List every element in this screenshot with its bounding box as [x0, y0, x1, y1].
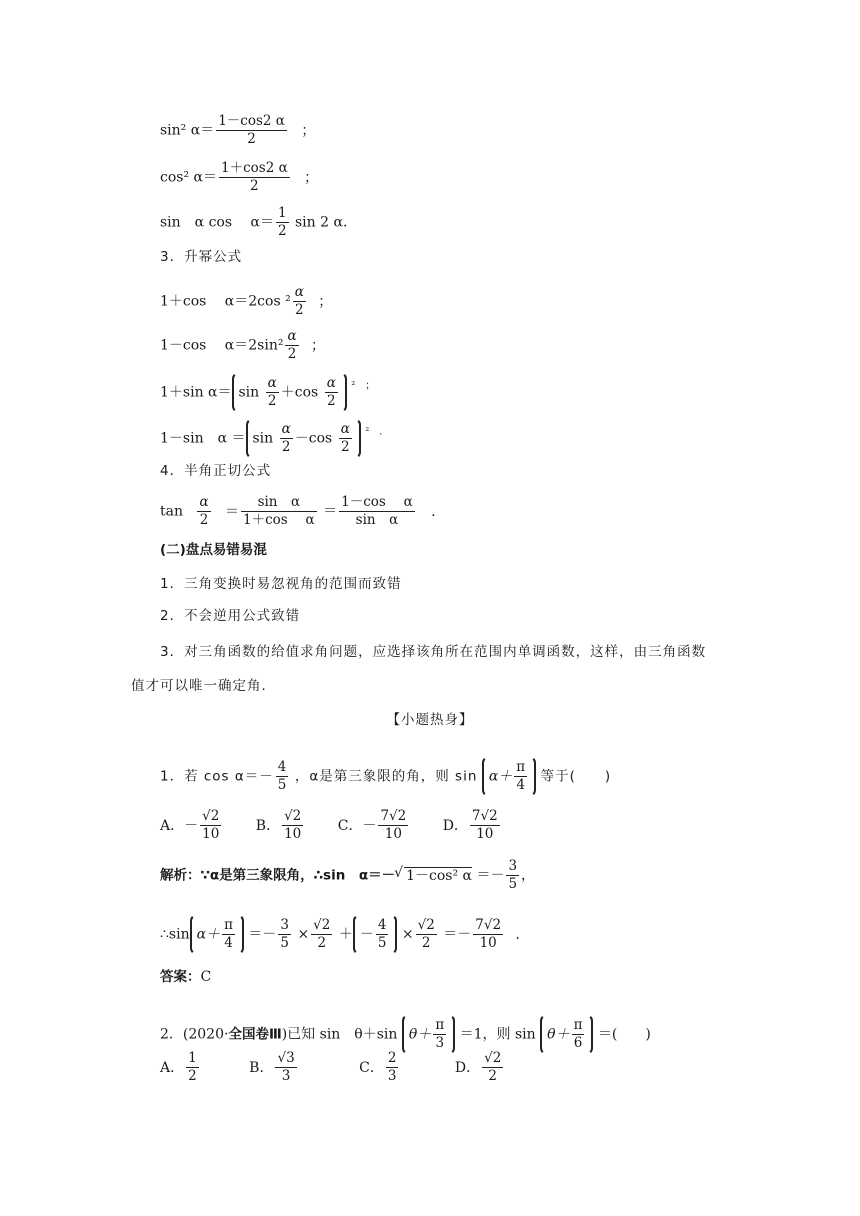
punct: ； [301, 122, 316, 139]
fraction [416, 917, 437, 952]
denominator: 10 [284, 826, 302, 842]
parenthesis-group [353, 914, 398, 955]
denominator: 2 [250, 178, 259, 194]
angle-term: α＋ [196, 926, 221, 943]
formula-1-plus-cos [160, 284, 332, 319]
question-1 [160, 756, 611, 797]
numerator: 2 [387, 1050, 397, 1066]
denominator: 5 [508, 876, 518, 892]
denominator: 2 [340, 439, 350, 455]
equals: ＝ [225, 503, 240, 520]
fraction [275, 1050, 296, 1085]
formula-half-angle-tan [160, 494, 445, 529]
formula-lhs: sin α cos α＝ [160, 214, 274, 231]
punct: ； [304, 169, 319, 186]
formula-lhs: sin² α＝ [160, 122, 215, 139]
question-text: ＝1，则 sin [459, 1026, 536, 1043]
parenthesis-group [246, 418, 361, 459]
equals: ＝－ [443, 926, 472, 943]
denominator: 2 [188, 1068, 197, 1084]
numerator: √2 [484, 1050, 502, 1066]
numerator: 3 [280, 917, 289, 933]
fraction [325, 375, 338, 410]
fraction [285, 328, 298, 363]
numerator: α [199, 494, 209, 510]
option-label: C． [359, 1059, 384, 1076]
option-label: C．－ [337, 817, 377, 834]
question-2-options [160, 1050, 505, 1085]
fraction [280, 421, 293, 456]
answer-value: C [200, 969, 212, 985]
denominator: 2 [294, 302, 304, 318]
exponent-punct: ² ． [365, 426, 390, 438]
angle-term: θ＋ [547, 1026, 570, 1043]
denominator: 2 [247, 131, 256, 147]
denominator: 2 [317, 935, 327, 951]
parenthesis-group [540, 1014, 593, 1055]
question-1-options [160, 808, 502, 843]
fraction [376, 917, 389, 952]
plus: ＋ [338, 926, 353, 943]
numerator: α [287, 328, 297, 344]
fraction [378, 808, 408, 843]
option-c[interactable] [337, 808, 411, 842]
denominator: 2 [287, 346, 297, 362]
numerator: 1 [188, 1050, 197, 1066]
option-a[interactable] [160, 808, 223, 842]
option-c[interactable] [359, 1050, 400, 1084]
fraction [222, 917, 235, 952]
fraction [433, 1017, 446, 1052]
denominator: 10 [476, 826, 494, 842]
formula-lhs: 1－sin α ＝ [160, 430, 246, 447]
denominator: 2 [277, 223, 287, 239]
option-d[interactable] [454, 1050, 505, 1084]
punct: ； [311, 337, 326, 354]
denominator: 4 [224, 935, 233, 951]
solution-line-2 [160, 914, 530, 955]
option-label: D． [442, 817, 468, 834]
parenthesis-group [482, 756, 536, 797]
denominator: 5 [277, 777, 287, 793]
exponent-punct: ² ； [351, 380, 376, 392]
denominator: 2 [199, 512, 209, 528]
equals: ＝－ [476, 867, 505, 884]
sin-term: sin [252, 430, 274, 447]
denominator: 1＋cos α [243, 512, 315, 528]
heading-power-up-formula: 3．升幂公式 [160, 249, 243, 265]
error-item-3-line-1: 3．对三角函数的给值求角问题，应选择该角所在范围内单调函数，这样，由三角函数 [160, 644, 707, 660]
solution-text: 解析：∵α是第三象限角，∴sin α＝－ [160, 867, 396, 884]
denominator: 3 [435, 1035, 445, 1051]
cos-term: ＋cos [280, 384, 319, 401]
fraction [339, 421, 352, 456]
formula-cos-squared [160, 160, 318, 195]
times: × [297, 926, 310, 943]
numerator: √2 [202, 808, 220, 824]
equals: ＝ [323, 503, 338, 520]
numerator: α [294, 284, 304, 300]
minus: － [359, 926, 374, 943]
numerator: 7√2 [471, 808, 498, 824]
question-text: )已知 sin θ＋sin [281, 1026, 398, 1043]
numerator: √3 [277, 1050, 295, 1066]
option-label: B． [249, 1059, 274, 1076]
denominator: sin α [355, 512, 399, 528]
heading-half-angle-tangent: 4．半角正切公式 [160, 463, 272, 479]
source-label: 全国卷Ⅲ [228, 1026, 282, 1043]
question-text: ＝( ) [597, 1026, 651, 1043]
answer-line [160, 967, 211, 987]
question-text: 1．若 cos α＝－ [160, 768, 274, 785]
numerator: α [326, 375, 336, 391]
denominator: 3 [387, 1068, 397, 1084]
solution-line-1 [160, 858, 535, 893]
denominator: 2 [488, 1068, 498, 1084]
fraction [241, 494, 317, 529]
numerator: 1 [277, 205, 287, 221]
formula-1-minus-cos [160, 328, 325, 363]
numerator: 4 [377, 917, 387, 933]
option-label: A．－ [160, 817, 199, 834]
fraction [339, 494, 415, 529]
error-item-3-line-2: 值才可以唯一确定角． [131, 678, 276, 694]
square-root: √ 1－cos² α [404, 867, 472, 884]
fraction [219, 160, 290, 195]
denominator: 5 [280, 935, 289, 951]
angle-term: θ＋ [408, 1026, 432, 1043]
numerator: 1－cos2 α [218, 113, 285, 129]
option-label: B． [255, 817, 281, 834]
fraction [506, 858, 519, 893]
fraction [470, 808, 500, 843]
punct: ， [521, 867, 536, 884]
numerator: π [516, 759, 526, 775]
numerator: α [340, 421, 350, 437]
formula-lhs: 1＋sin α＝ [160, 384, 232, 401]
numerator: 4 [277, 759, 287, 775]
fraction [386, 1050, 399, 1085]
fraction [276, 205, 289, 240]
denominator: 6 [573, 1035, 583, 1051]
option-b[interactable] [255, 808, 306, 842]
formula-1-minus-sin [160, 418, 389, 459]
angle-term: α＋ [488, 768, 513, 785]
denominator: 10 [384, 826, 402, 842]
fraction [293, 284, 306, 319]
denominator: 10 [202, 826, 220, 842]
tan-term: tan [160, 503, 183, 520]
punct: ． [515, 926, 530, 943]
option-a[interactable] [160, 1050, 201, 1084]
numerator: α [267, 375, 277, 391]
formula-lhs: 1－cos α＝2sin² [160, 337, 284, 354]
punct: ； [318, 293, 333, 310]
parenthesis-group [232, 372, 347, 413]
denominator: 3 [281, 1068, 291, 1084]
fraction [216, 113, 287, 148]
numerator: 1＋cos2 α [220, 160, 288, 176]
formula-lhs: 1＋cos α＝2cos ² [160, 293, 291, 310]
fraction [200, 808, 221, 843]
fraction [282, 808, 303, 843]
fraction [197, 494, 210, 529]
solution-text: ∴sin [160, 926, 190, 943]
numerator: √2 [417, 917, 435, 933]
fraction [514, 759, 527, 794]
option-d[interactable] [442, 808, 502, 842]
numerator: √2 [284, 808, 302, 824]
answer-label: 答案： [160, 969, 201, 985]
formula-lhs: cos² α＝ [160, 169, 217, 186]
formula-rhs: sin 2 α． [295, 214, 357, 231]
option-label: D． [454, 1059, 481, 1076]
numerator: 7√2 [380, 808, 407, 824]
question-text: 2．(2020· [160, 1026, 229, 1043]
denominator: 5 [377, 935, 387, 951]
numerator: 3 [508, 858, 518, 874]
numerator: π [435, 1017, 445, 1033]
numerator: π [573, 1017, 583, 1033]
warm-up-heading: 【小题热身】 [386, 712, 474, 728]
fraction [186, 1050, 199, 1085]
fraction [311, 917, 332, 952]
option-b[interactable] [249, 1050, 299, 1084]
formula-sin-squared [160, 113, 315, 148]
fraction [572, 1017, 585, 1052]
numerator: α [281, 421, 291, 437]
option-label: A． [160, 1059, 185, 1076]
cos-term: －cos [294, 430, 333, 447]
denominator: 10 [479, 935, 497, 951]
question-2 [160, 1014, 651, 1055]
denominator: 2 [281, 439, 291, 455]
formula-1-plus-sin [160, 372, 375, 413]
denominator: 2 [421, 935, 431, 951]
fraction [276, 759, 289, 794]
numerator: 1－cos α [341, 494, 413, 510]
numerator: π [224, 917, 233, 933]
denominator: 2 [326, 393, 336, 409]
denominator: 4 [516, 777, 526, 793]
sin-term: sin [238, 384, 260, 401]
parenthesis-group [190, 914, 244, 955]
fraction [473, 917, 503, 952]
numerator: √2 [313, 917, 331, 933]
question-text: ，α是第三象限的角，则 sin [294, 768, 478, 785]
question-text: 等于( ) [540, 768, 612, 785]
error-item-1: 1．三角变换时易忽视角的范围而致错 [160, 576, 402, 592]
fraction [482, 1050, 503, 1085]
error-item-2: 2．不会逆用公式致错 [160, 608, 301, 624]
numerator: 7√2 [475, 917, 502, 933]
times: × [401, 926, 414, 943]
formula-sin-cos [160, 205, 357, 240]
parenthesis-group [402, 1014, 455, 1055]
fraction [266, 375, 279, 410]
numerator: sin α [241, 494, 317, 512]
section-heading-common-errors: (二)盘点易错易混 [160, 542, 267, 558]
fraction [278, 917, 291, 952]
denominator: 2 [267, 393, 277, 409]
equals: ＝－ [248, 926, 277, 943]
punct: ． [431, 503, 446, 520]
